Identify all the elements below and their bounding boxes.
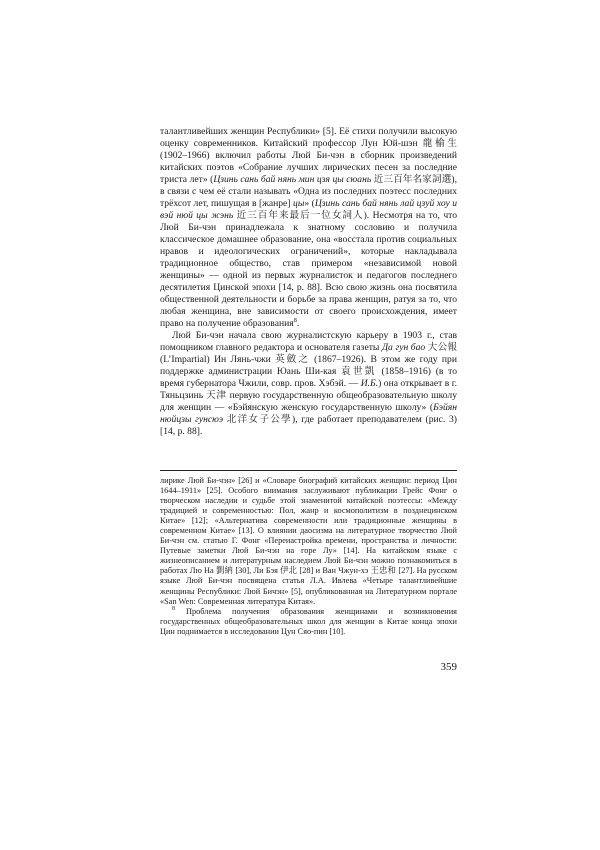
italic-text: цы bbox=[293, 198, 305, 209]
footnotes-block bbox=[160, 476, 457, 637]
text-run: » ( bbox=[304, 198, 315, 209]
italic-text: Цзинь сань бай нянь мин цзя цы сюань bbox=[213, 174, 372, 185]
page-number: 359 bbox=[440, 661, 457, 673]
body-paragraph bbox=[160, 330, 457, 438]
text-run: 近三百年来最后一位女詞人). Несмотря на то, что Люй Би-чэн принадлежала к знатному сословию и получила классическое домашнее образование, она «восстала против социальных нравов и идеологических ограничений», которые накладывала традиционное общество, став примером «независимой новой женщины» — одной из первых журналисток и педагогов последнего десятилетия Цинской эпохи [14, p. 88]. Всю свою жизнь она посвятила общественной деятельности и борьбе за права женщин, ратуя за то, что любая женщина, вне зависимости от своего происхождения, имеет право на получение образования bbox=[160, 210, 458, 329]
italic-text: И.Б. bbox=[360, 378, 379, 389]
main-text-block bbox=[160, 126, 457, 438]
text-run: 近三百年名家詞選), в связи с чем её стали называть «Одна из последних поэтесс последних трёхсот лет, пишущая в [жанре] bbox=[160, 174, 457, 209]
text-run: Проблема получения образования женщинами и возникновения государственных общеобразовательных школ для женщин в Китае конца эпохи Цин поднимается в исследовании Цун Сяо-пин [10]. bbox=[160, 606, 457, 636]
text-run: 北洋女子公學), где работает преподавателем (рис. 3) [14, p. 88]. bbox=[160, 414, 457, 437]
text-run: лирике Люй Би-чэн» [26] и «Словаре биографий китайских женщин: период Цин 1644–1911» [25]. Особого внимания заслуживают публикации Грейс Фонг о творческом наследии и судьбе этой знаменитой китайской поэтессы: «Между традицией и современностью: Пол, жанр и космополитизм в позднецинском Китае» [12]; «Альтернатива современности или традиционные женщины в современном Китае» [13]. О влиянии даосизма на литературное творчество Люй Би-чэн см. статью Г. Фонг «Переиастройка времени, пространства и личности: Путевые заметки Люй Би-чэн на горе Лу» [14]. На китайском языке с жизнеописанием и литературным наследием Люй Би-чэн можно познакомиться в работах Лю На 劉納 [30], Ли Бэя 伊北 [28] и Ван Чжун-хэ 王忠和 [27]. На русском языке Люй Би-чэн посвящена статья Л.А. Ивлева «Четыре талантливейшие женщины Республики: Люй Бичэн» [5], опубликованная на Литературном портале «San Wen: Современная литература Китая». bbox=[160, 476, 457, 606]
body-paragraph bbox=[160, 126, 457, 330]
footnote-marker: 8 bbox=[172, 605, 175, 612]
footnote-marker: 8 bbox=[293, 316, 297, 324]
text-run: Люй Би-чэн начала свою журналистскую карьеру в 1903 г., став помощником главного редактора и основателя газеты bbox=[160, 330, 457, 353]
text-run: ) она открывает в г. Тяньцзинь 天津 первую государственную общеобразовательную школу для женщин — «Бэйянскую женскую государственную школу» ( bbox=[160, 378, 458, 413]
italic-text: Бэйян нюйцзы гунсюэ bbox=[160, 402, 457, 425]
text-run: 大公報 (L’Impartial) Ин Лянь-чжи 英斂之 (1867–1926). В этом же году при поддержке администрации Юань Ши-кая 袁世凱 (1858–1916) (в то время губернатора Чжили, совр. пров. Хэбэй. — bbox=[160, 342, 457, 389]
italic-text: Цзинь сань бай нянь лай цзуй хоу и вэй нюй цы жэнь bbox=[160, 198, 458, 221]
footnote-paragraph bbox=[160, 476, 457, 607]
footnote-paragraph bbox=[160, 607, 457, 637]
text-run: . bbox=[296, 318, 300, 329]
text-run: талантливейших женщин Республики» [5]. Её стихи получили высокую оценку современников. Китайский профессор Лун Юй-шэн 龍榆生 (1902–1966) включил работы Люй Би-чэн в сборник произведений китайских поэтов «Собрание лучших лирических песен за последние триста лет» ( bbox=[160, 126, 457, 185]
italic-text: Да гун бао bbox=[381, 342, 426, 353]
footnote-separator-rule bbox=[160, 470, 457, 471]
